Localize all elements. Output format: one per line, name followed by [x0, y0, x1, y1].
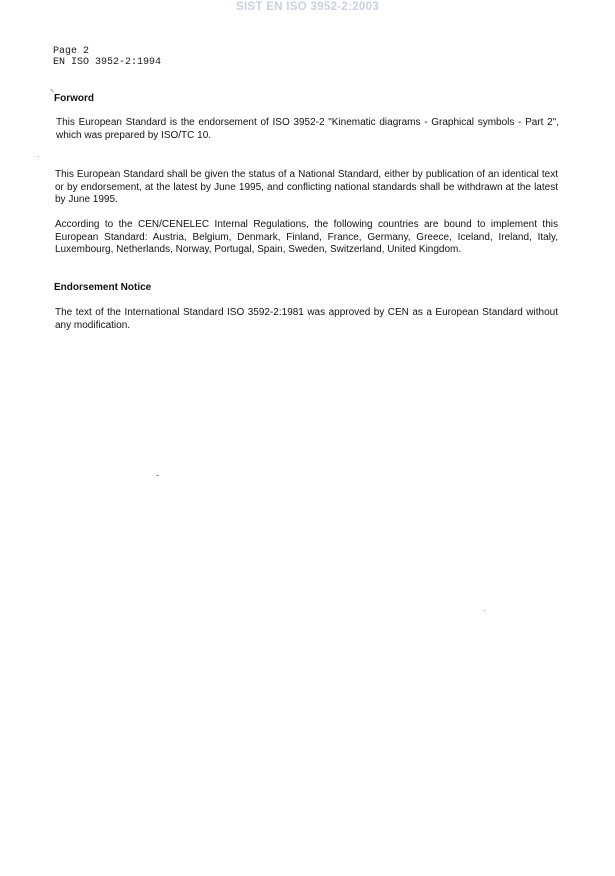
endorsement-notice-heading: Endorsement Notice: [54, 282, 152, 293]
foreword-heading: Forword: [54, 93, 94, 104]
page-number: Page 2: [53, 46, 90, 57]
foreword-paragraph-3: According to the CEN/CENELEC Internal Regulations, the following countries are bound to implement this European Standard: Austria, Belgium, Denmark, Finland, France, Germany, Greece, Iceland, Ireland, Italy, Luxembourg, Netherlands, Norway, Portugal, Spain, Sweden, Switzerland, United Kingdom.: [55, 219, 558, 256]
scan-speck: [156, 475, 159, 476]
standard-reference: EN ISO 3952-2:1994: [53, 57, 162, 68]
endorsement-notice-paragraph: The text of the International Standard ISO 3592-2:1981 was approved by CEN as a European Standard without any modification.: [55, 307, 558, 331]
foreword-paragraph-1: This European Standard is the endorsement of ISO 3952-2 "Kinematic diagrams - Graphical symbols - Part 2", which was prepared by ISO/TC 10.: [56, 117, 559, 141]
scan-speck: [38, 156, 39, 157]
watermark-text: SIST EN ISO 3952-2:2003: [235, 1, 380, 13]
page-header: [53, 46, 161, 68]
scan-speck: [484, 610, 485, 611]
scan-speck: [50, 89, 54, 93]
foreword-paragraph-2: This European Standard shall be given the status of a National Standard, either by publication of an identical text or by endorsement, at the latest by June 1995, and conflicting national standards shall be withdrawn at the latest by June 1995.: [55, 169, 558, 206]
